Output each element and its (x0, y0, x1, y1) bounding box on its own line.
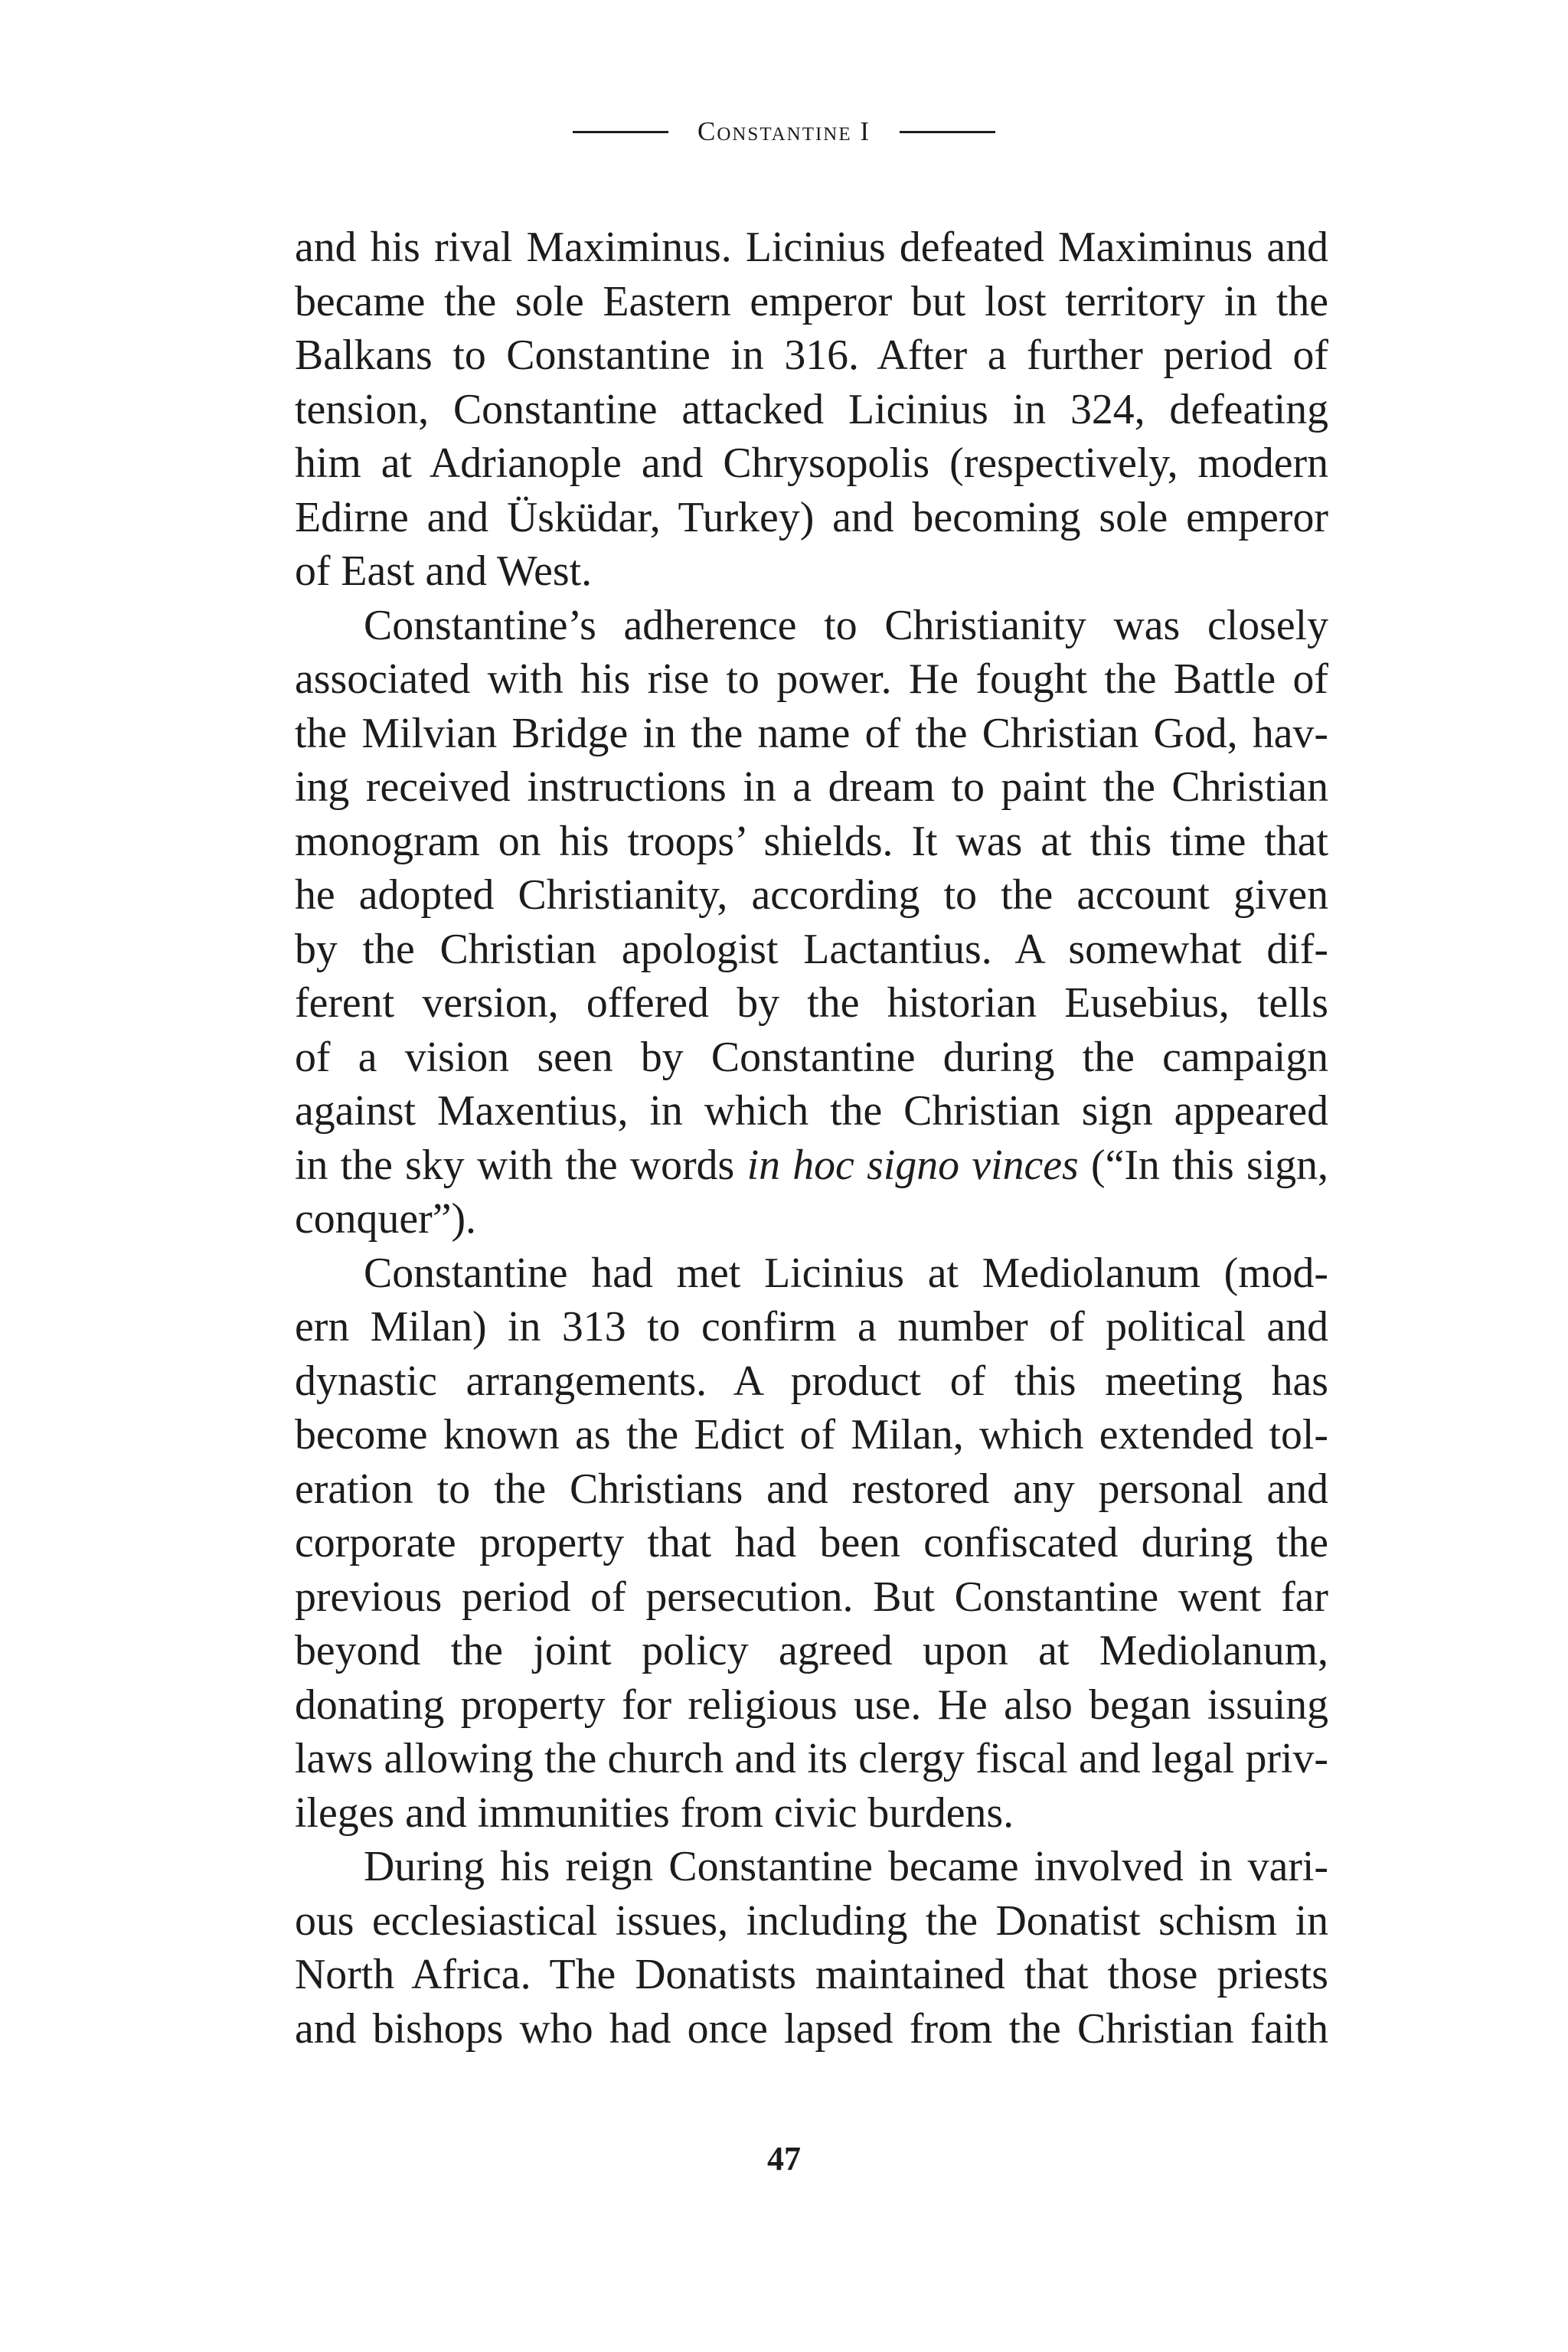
text-segment: (“In this sign, (1078, 1141, 1328, 1189)
text-line: against Maxentius, in which the Christian sign appeared (295, 1087, 1328, 1135)
text-line: ing received instructions in a dream to paint the Christian (295, 763, 1328, 811)
text-line: and his rival Maximinus. Licinius defeated Maximinus and (295, 224, 1328, 271)
body-text (295, 220, 1328, 2056)
text-line: of a vision seen by Constantine during the campaign (295, 1033, 1328, 1081)
running-title: Constantine I (697, 116, 871, 146)
text-line: ern Milan) in 313 to confirm a number of political and (295, 1303, 1328, 1351)
text-line: corporate property that had been confiscated during the (295, 1519, 1328, 1566)
text-line: previous period of persecution. But Constantine went far (295, 1573, 1328, 1621)
text-line: the Milvian Bridge in the name of the Christian God, hav- (295, 709, 1328, 757)
text-line: Edirne and Üsküdar, Turkey) and becoming sole emperor (295, 493, 1328, 541)
text-line: by the Christian apologist Lactantius. A somewhat dif- (295, 925, 1328, 973)
text-line: Constantine had met Licinius at Mediolanum (mod- (364, 1249, 1328, 1297)
italic-latin-phrase: in hoc signo vinces (746, 1141, 1079, 1189)
text-line: become known as the Edict of Milan, which extended tol- (295, 1411, 1328, 1459)
text-line: dynastic arrangements. A product of this meeting has (295, 1357, 1328, 1405)
text-line: Constantine’s adherence to Christianity was closely (364, 601, 1328, 649)
page-number: 47 (767, 2140, 801, 2177)
text-line: became the sole Eastern emperor but lost territory in the (295, 277, 1328, 325)
text-line: associated with his rise to power. He fought the Battle of (295, 655, 1328, 703)
text-line-with-italic (295, 1138, 1328, 1193)
text-line: North Africa. The Donatists maintained that those priests (295, 1951, 1328, 1998)
right-ornament-rule (900, 131, 995, 133)
text-line: ous ecclesiastical issues, including the Donatist schism in (295, 1896, 1328, 1945)
text-line: ferent version, offered by the historian Eusebius, tells (295, 979, 1328, 1027)
text-line: laws allowing the church and its clergy fiscal and legal priv- (295, 1735, 1328, 1782)
text-line: of East and West. (295, 547, 593, 595)
text-line: conquer”). (295, 1195, 477, 1243)
text-line: ileges and immunities from civic burdens. (295, 1788, 1014, 1837)
text-line: him at Adrianople and Chrysopolis (respectively, modern (295, 439, 1328, 487)
text-line: beyond the joint policy agreed upon at Mediolanum, (295, 1627, 1328, 1674)
left-ornament-rule (573, 131, 668, 133)
text-line: donating property for religious use. He also began issuing (295, 1681, 1328, 1729)
text-line: he adopted Christianity, according to the account given (295, 871, 1328, 919)
text-segment: in the sky with the words (295, 1141, 747, 1189)
running-head (0, 115, 1568, 149)
text-line: tension, Constantine attacked Licinius in 324, defeating (295, 385, 1328, 433)
text-line: and bishops who had once lapsed from the Christian faith (295, 2004, 1328, 2053)
text-line: Balkans to Constantine in 316. After a further period of (295, 332, 1328, 379)
text-line: eration to the Christians and restored any personal and (295, 1465, 1328, 1513)
text-line: monogram on his troops’ shields. It was at this time that (295, 817, 1328, 865)
text-line: During his reign Constantine became involved in vari- (364, 1843, 1328, 1890)
